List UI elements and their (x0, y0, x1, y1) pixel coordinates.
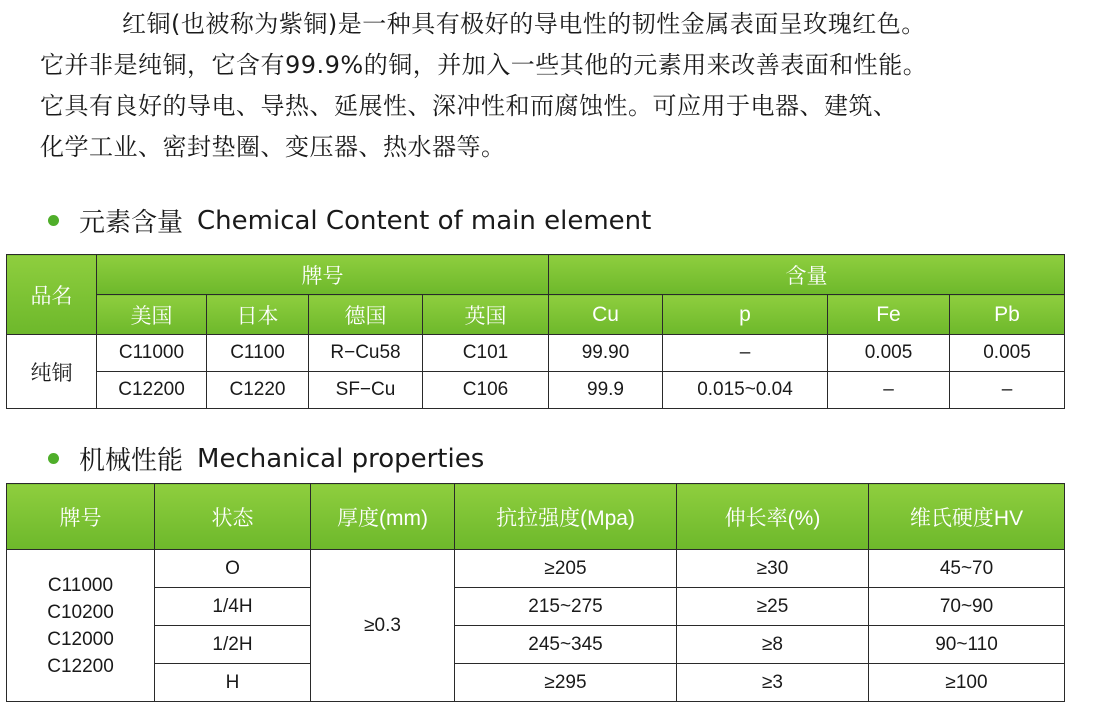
table-cell: ≥205 (455, 550, 677, 588)
bullet-dot-icon (48, 453, 59, 464)
table-cell: C1100 (207, 335, 309, 372)
header-elongation: 伸长率(%) (677, 484, 869, 550)
table-cell: – (663, 335, 828, 372)
table-cell: – (828, 372, 950, 409)
table-cell: ≥295 (455, 664, 677, 702)
intro-line: 它并非是纯铜，它含有99.9%的铜，并加入一些其他的元素用来改善表面和性能。 (40, 51, 928, 79)
grade-label: C10200 (47, 601, 114, 623)
table-cell: 1/2H (155, 626, 311, 664)
header-grade: 牌号 (7, 484, 155, 550)
mechanical-heading-en: Mechanical properties (197, 443, 485, 474)
table-row (7, 335, 1065, 372)
grades-cell (7, 550, 155, 702)
chemical-heading-cn: 元素含量 (79, 208, 184, 238)
table-cell: 0.005 (828, 335, 950, 372)
table-cell: C11000 (97, 335, 207, 372)
intro-line: 化学工业、密封垫圈、变压器、热水器等。 (40, 133, 506, 161)
header-japan: 日本 (207, 295, 309, 335)
header-fe: Fe (828, 295, 950, 335)
table-cell: 90~110 (869, 626, 1065, 664)
table-cell: – (950, 372, 1065, 409)
grade-label: C11000 (47, 574, 114, 596)
header-content-group: 含量 (549, 255, 1065, 295)
table-cell: 45~70 (869, 550, 1065, 588)
header-thickness: 厚度(mm) (311, 484, 455, 550)
intro-line: 红铜(也被称为紫铜)是一种具有极好的导电性的韧性金属表面呈玫瑰红色。 (122, 10, 926, 38)
table-cell: ≥8 (677, 626, 869, 664)
chemical-content-table (6, 254, 1065, 409)
chemical-section-heading (48, 202, 651, 239)
table-header-row (7, 484, 1065, 550)
table-cell: 70~90 (869, 588, 1065, 626)
table-cell: ≥100 (869, 664, 1065, 702)
table-cell: H (155, 664, 311, 702)
table-cell: SF−Cu (309, 372, 423, 409)
table-cell: R−Cu58 (309, 335, 423, 372)
table-header-row (7, 295, 1065, 335)
table-cell: C1220 (207, 372, 309, 409)
table-cell: O (155, 550, 311, 588)
header-germany: 德国 (309, 295, 423, 335)
table-cell: C101 (423, 335, 549, 372)
header-p: p (663, 295, 828, 335)
table-cell: 0.005 (950, 335, 1065, 372)
intro-line: 它具有良好的导电、导热、延展性、深冲性和而腐蚀性。可应用于电器、建筑、 (40, 92, 898, 120)
header-pb: Pb (950, 295, 1065, 335)
mechanical-section-heading (48, 440, 484, 477)
table-cell: 0.015~0.04 (663, 372, 828, 409)
table-cell: 99.9 (549, 372, 663, 409)
table-row (7, 550, 1065, 588)
table-cell: ≥3 (677, 664, 869, 702)
grade-label: C12200 (47, 655, 114, 677)
intro-paragraph (40, 4, 1080, 168)
table-row (7, 626, 1065, 664)
table-cell: 215~275 (455, 588, 677, 626)
table-row (7, 588, 1065, 626)
table-cell: C12200 (97, 372, 207, 409)
table-row (7, 664, 1065, 702)
table-cell: ≥25 (677, 588, 869, 626)
table-cell: C106 (423, 372, 549, 409)
header-hardness: 维氏硬度HV (869, 484, 1065, 550)
table-cell: 1/4H (155, 588, 311, 626)
product-name-cell: 纯铜 (7, 335, 97, 409)
header-usa: 美国 (97, 295, 207, 335)
header-uk: 英国 (423, 295, 549, 335)
header-state: 状态 (155, 484, 311, 550)
table-row (7, 372, 1065, 409)
header-grade-group: 牌号 (97, 255, 549, 295)
header-tensile: 抗拉强度(Mpa) (455, 484, 677, 550)
header-cu: Cu (549, 295, 663, 335)
mechanical-heading-cn: 机械性能 (79, 446, 184, 476)
table-cell: 99.90 (549, 335, 663, 372)
chemical-heading-en: Chemical Content of main element (197, 205, 652, 236)
mechanical-properties-table (6, 483, 1065, 702)
header-product-name: 品名 (7, 255, 97, 335)
table-cell: 245~345 (455, 626, 677, 664)
table-cell: ≥30 (677, 550, 869, 588)
table-header-row (7, 255, 1065, 295)
grade-label: C12000 (47, 628, 114, 650)
thickness-cell: ≥0.3 (311, 550, 455, 702)
bullet-dot-icon (48, 215, 59, 226)
